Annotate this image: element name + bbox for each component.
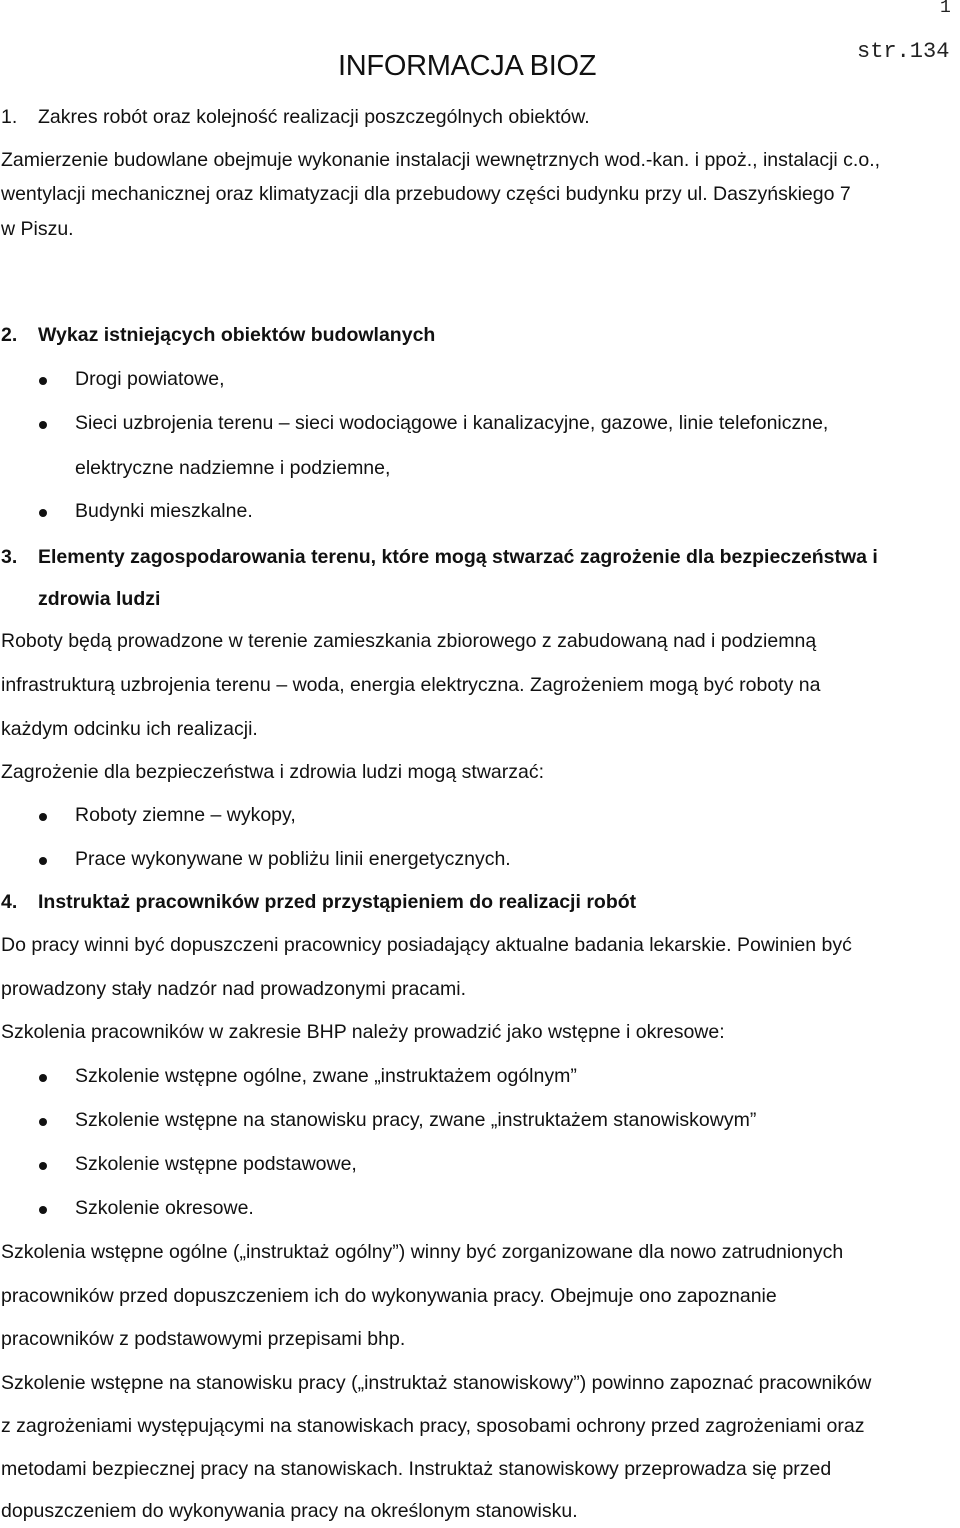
bullet-icon [39, 421, 47, 429]
list-item: Roboty ziemne – wykopy, [75, 804, 296, 826]
section-2-title: Wykaz istniejących obiektów budowlanych [38, 324, 436, 346]
list-item: Szkolenie wstępne podstawowe, [75, 1153, 357, 1175]
list-item: Szkolenie wstępne na stanowisku pracy, zwane „instruktażem stanowiskowym” [75, 1109, 757, 1131]
bullet-icon [39, 1074, 47, 1082]
paragraph-line: Roboty będą prowadzone w terenie zamieszkania zbiorowego z zabudowaną nad i podziemną [1, 630, 817, 652]
bullet-icon [39, 509, 47, 517]
bullet-icon [39, 857, 47, 865]
section-1-title: Zakres robót oraz kolejność realizacji poszczególnych obiektów. [38, 106, 590, 128]
paragraph-line: Szkolenia wstępne ogólne („instruktaż ogólny”) winny być zorganizowane dla nowo zatrudnionych [1, 1241, 844, 1263]
section-3-title: Elementy zagospodarowania terenu, które mogą stwarzać zagrożenie dla bezpieczeństwa i [38, 546, 878, 568]
section-2-heading [1, 324, 435, 347]
paragraph-line: Zagrożenie dla bezpieczeństwa i zdrowia ludzi mogą stwarzać: [1, 761, 545, 783]
page-number: 1 [940, 0, 951, 18]
section-2-number: 2. [1, 324, 18, 346]
section-4-number: 4. [1, 891, 18, 913]
paragraph-line: pracowników z podstawowymi przepisami bhp. [1, 1328, 406, 1350]
section-1-line: wentylacji mechanicznej oraz klimatyzacji dla przebudowy części budynku przy ul. Daszyńskiego 7 [1, 183, 851, 205]
section-1-line: w Piszu. [1, 218, 74, 240]
paragraph-line: Szkolenia pracowników w zakresie BHP należy prowadzić jako wstępne i okresowe: [1, 1021, 725, 1043]
section-1-line: Zamierzenie budowlane obejmuje wykonanie instalacji wewnętrznych wod.-kan. i ppoż., instalacji c.o., [1, 149, 881, 171]
bullet-icon [39, 1118, 47, 1126]
paragraph-line: Do pracy winni być dopuszczeni pracownicy posiadający aktualne badania lekarskie. Powinien być [1, 934, 852, 956]
section-3-heading [1, 546, 878, 569]
paragraph-line: każdym odcinku ich realizacji. [1, 718, 258, 740]
section-1-number: 1. [1, 106, 18, 128]
paragraph-line: dopuszczeniem do wykonywania pracy na określonym stanowisku. [1, 1500, 578, 1522]
bullet-icon [39, 1162, 47, 1170]
list-item: Drogi powiatowe, [75, 368, 225, 390]
paragraph-line: Szkolenie wstępne na stanowisku pracy („instruktaż stanowiskowy”) powinno zapoznać pracowników [1, 1372, 872, 1394]
paragraph-line: z zagrożeniami występującymi na stanowiskach pracy, sposobami ochrony przed zagrożeniami oraz [1, 1415, 865, 1437]
section-1-heading [1, 106, 590, 129]
paragraph-line: metodami bezpiecznej pracy na stanowiskach. Instruktaż stanowiskowy przeprowadza się przed [1, 1458, 832, 1480]
section-3-number: 3. [1, 546, 18, 568]
section-4-heading [1, 891, 636, 914]
list-item: Budynki mieszkalne. [75, 500, 253, 522]
page-reference: str.134 [857, 39, 950, 64]
bullet-icon [39, 1206, 47, 1214]
section-4-title: Instruktaż pracowników przed przystąpieniem do realizacji robót [38, 891, 637, 913]
bullet-icon [39, 813, 47, 821]
paragraph-line: prowadzony stały nadzór nad prowadzonymi pracami. [1, 978, 466, 1000]
section-3-title-continuation: zdrowia ludzi [38, 588, 161, 610]
paragraph-line: infrastrukturą uzbrojenia terenu – woda, energia elektryczna. Zagrożeniem mogą być roboty na [1, 674, 821, 696]
bullet-icon [39, 377, 47, 385]
list-item: Szkolenie wstępne ogólne, zwane „instruktażem ogólnym” [75, 1065, 577, 1087]
document-title: INFORMACJA BIOZ [338, 50, 597, 82]
list-item: Szkolenie okresowe. [75, 1197, 254, 1219]
list-item: Sieci uzbrojenia terenu – sieci wodociągowe i kanalizacyjne, gazowe, linie telefoniczne, [75, 412, 829, 434]
list-item-continuation: elektryczne nadziemne i podziemne, [75, 457, 391, 479]
paragraph-line: pracowników przed dopuszczeniem ich do wykonywania pracy. Obejmuje ono zapoznanie [1, 1285, 777, 1307]
list-item: Prace wykonywane w pobliżu linii energetycznych. [75, 848, 511, 870]
